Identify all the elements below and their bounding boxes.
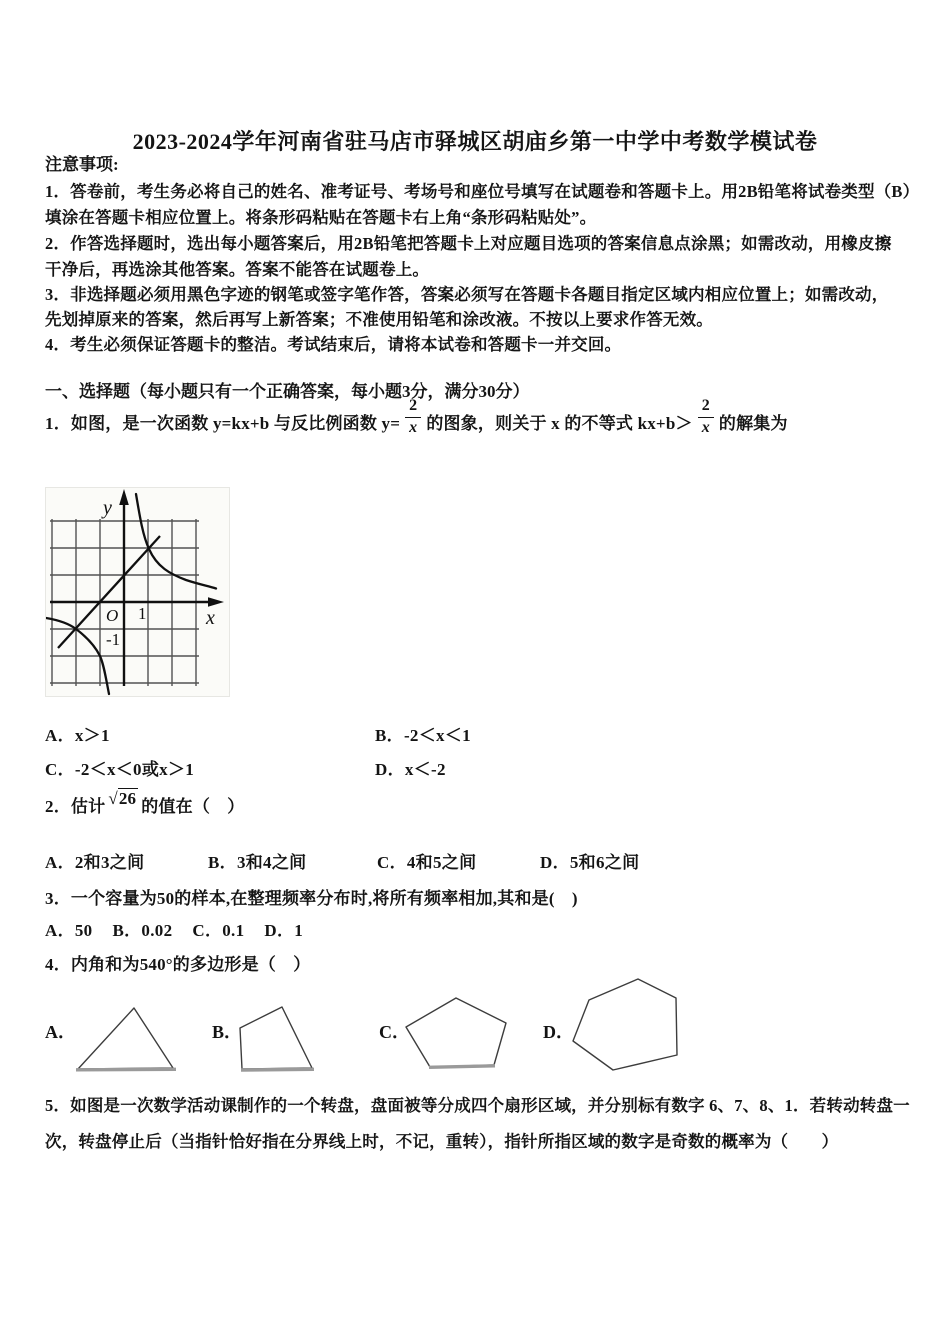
q2-option-a: A．2和3之间 <box>45 853 145 872</box>
q1-stem-text: 的解集为 <box>718 414 788 433</box>
origin-label: O <box>106 606 119 625</box>
notice-line: 3．非选择题必须用黑色字迹的钢笔或签字笔作答，答案必须写在答题卡各题目指定区域内相应位置上；如需改动， <box>45 285 889 304</box>
notice-heading: 注意事项: <box>45 155 119 174</box>
fraction-denominator: x <box>701 419 710 436</box>
polygon-shapes-figure <box>0 970 950 1080</box>
pentagon-base-edge <box>429 1066 495 1068</box>
question-1-stem <box>45 398 788 450</box>
notice-line: 1．答卷前，考生务必将自己的姓名、准考证号、考场号和座位号填写在试题卷和答题卡上。用2B铅笔将试卷类型（B） <box>45 182 920 201</box>
q3-option-d: D．1 <box>264 921 304 940</box>
question-5-line: 次，转盘停止后（当指针恰好指在分界线上时，不记，重转），指针所指区域的数字是奇数的概率为（ ） <box>45 1132 839 1151</box>
question-4-stem: 4．内角和为540°的多边形是（ ） <box>45 955 311 974</box>
fraction-numerator: 2 <box>405 398 421 418</box>
notice-line: 先划掉原来的答案，然后再写上新答案；不准使用铅笔和涂改液。不按以上要求作答无效。 <box>45 310 713 329</box>
q4-option-label-d: D． <box>543 1022 574 1042</box>
question-2-stem <box>45 789 245 817</box>
q3-options-row <box>45 916 303 941</box>
q4-option-label-b: B． <box>212 1022 243 1042</box>
q1-stem-text: 的图象，则关于 x 的不等式 kx+b＞ <box>426 414 693 433</box>
hexagon-shape <box>573 979 677 1070</box>
y-axis-label: y <box>103 497 112 519</box>
q3-option-a: A．50 <box>45 921 93 940</box>
q3-option-c: C．0.1 <box>192 921 245 940</box>
function-graph-figure <box>45 487 230 697</box>
radicand: 26 <box>118 789 137 808</box>
q2-stem-text: 的值在（ ） <box>141 797 245 816</box>
notice-line: 干净后，再选涂其他答案。答案不能答在试题卷上。 <box>45 260 430 279</box>
axes <box>50 497 216 686</box>
section-heading: 一、选择题（每小题只有一个正确答案，每小题3分，满分30分） <box>45 382 530 401</box>
y-tick-label-neg1: -1 <box>106 630 121 649</box>
q1-option-d: D．x＜-2 <box>375 760 446 779</box>
quadrilateral-base-edge <box>241 1069 314 1070</box>
pentagon-shape <box>406 998 506 1067</box>
q2-option-d: D．5和6之间 <box>540 853 640 872</box>
fraction-numerator: 2 <box>698 398 714 418</box>
q2-option-c: C．4和5之间 <box>377 853 477 872</box>
radical-sign-icon: √ <box>108 789 118 808</box>
q2-stem-text: 2．估计 <box>45 797 106 816</box>
fraction-2-over-x <box>405 398 421 437</box>
notice-line: 填涂在答题卡相应位置上。将条形码粘贴在答题卡右上角“条形码粘贴处”。 <box>45 208 597 227</box>
question-3-stem: 3．一个容量为50的样本,在整理频率分布时,将所有频率相加,其和是( ) <box>45 889 578 908</box>
triangle-base-edge <box>76 1069 176 1070</box>
q1-option-c: C．-2＜x＜0或x＞1 <box>45 760 195 779</box>
q2-option-b: B．3和4之间 <box>208 853 307 872</box>
triangle-shape <box>78 1008 173 1069</box>
question-5-line: 5．如图是一次数学活动课制作的一个转盘，盘面被等分成四个扇形区域，并分别标有数字 6、7、8、1．若转动转盘一 <box>45 1096 910 1115</box>
page-title: 2023-2024学年河南省驻马店市驿城区胡庙乡第一中学中考数学模试卷 <box>132 128 818 154</box>
x-axis-arrow-icon <box>208 597 224 606</box>
q3-option-b: B．0.02 <box>112 921 173 940</box>
x-axis-label: x <box>206 607 215 629</box>
fraction-2-over-x <box>698 398 714 437</box>
q4-option-label-c: C． <box>379 1022 410 1042</box>
fraction-denominator: x <box>409 419 418 436</box>
sqrt-26 <box>108 789 138 808</box>
x-tick-label-1: 1 <box>138 604 147 623</box>
quadrilateral-shape <box>240 1007 312 1069</box>
q1-option-b: B．-2＜x＜1 <box>375 726 471 745</box>
q4-option-label-a: A． <box>45 1022 76 1042</box>
q1-stem-text: 1．如图，是一次函数 y=kx+b 与反比例函数 y= <box>45 414 401 433</box>
q1-option-a: A．x＞1 <box>45 726 110 745</box>
function-graph-svg <box>46 488 229 696</box>
notice-line: 4．考生必须保证答题卡的整洁。考试结束后，请将本试卷和答题卡一并交回。 <box>45 335 622 354</box>
y-axis-arrow-icon <box>119 489 129 505</box>
notice-line: 2．作答选择题时，选出每小题答案后，用2B铅笔把答题卡上对应题目选项的答案信息点涂黑；如需改动，用橡皮擦 <box>45 234 892 253</box>
